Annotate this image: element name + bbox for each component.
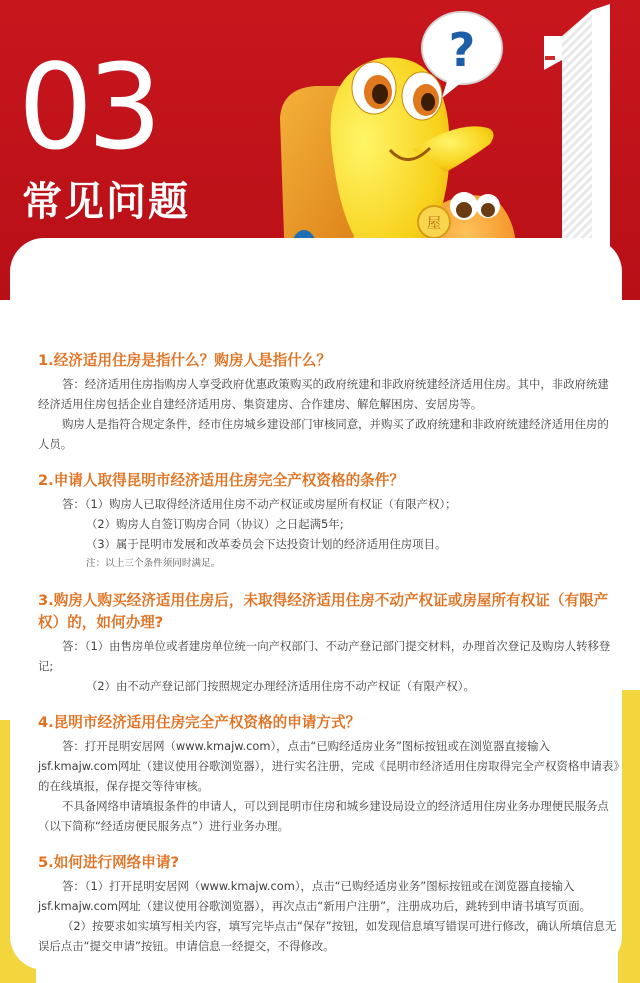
- page-title: 常见问题: [22, 179, 190, 225]
- section-number: 03: [18, 38, 157, 176]
- faq-answer-item: （2）购房人自签订购房合同（协议）之日起满5年;: [86, 517, 344, 531]
- faq-question: 2.申请人取得昆明市经济适用住房完全产权资格的条件？: [38, 472, 404, 489]
- faq-question: 3.购房人购买经济适用住房后，未取得经济适用住房不动产权证或房屋所有权证（有限产权）的，如何办理?: [38, 592, 609, 631]
- faq-answer: 答：经济适用住房指购房人享受政府优惠政策购买的政府统建和非政府统建经济适用住房。其中，非政府统建经济适用住房包括企业自建经济适用房、集资建房、合作建房、解危解困房、安居房等。: [38, 377, 609, 411]
- faq-answer: 答：（1）购房人已取得经济适用住房不动产权证或房屋所有权证（有限产权）；: [62, 497, 457, 511]
- faq-question: 1.经济适用住房是指什么？购房人是指什么？: [38, 352, 331, 369]
- faq-item-4: [38, 712, 620, 836]
- faq-note: 注：以上三个条件须同时满足。: [86, 558, 221, 569]
- faq-item-3: [38, 590, 620, 696]
- faq-answer: 答：打开昆明安居网（www.kmajw.com），点击“已购经适房业务”图标按钮或在浏览器直接输入jsf.kmajw.com网址（建议使用谷歌浏览器），进行实名注册，完成《昆明市经济适用住房取得完全产权资格申请表》的在线填报，保存提交等待审核。: [38, 739, 620, 793]
- faq-item-1: [38, 350, 620, 454]
- question-mark-icon: ?: [448, 23, 476, 77]
- faq-answer-item: （3）属于昆明市发展和改革委员会下达投资计划的经济适用住房项目。: [86, 537, 447, 551]
- faq-question: 5.如何进行网络申请?: [38, 854, 179, 871]
- faq-question: 4.昆明市经济适用住房完全产权资格的申请方式？: [38, 714, 361, 731]
- faq-item-2: [38, 470, 620, 574]
- faq-answer: 答：（1）由售房单位或者建房单位统一向产权部门、不动产登记部门提交材料，办理首次登记及购房人转移登记;: [38, 639, 611, 673]
- faq-item-5: [38, 852, 620, 956]
- badge-icon: 屋: [427, 216, 441, 232]
- faq-answer-item: （2）由不动产登记部门按照规定办理经济适用住房不动产权证（有限产权）。: [86, 679, 475, 693]
- faq-answer: 答：（1）打开昆明安居网（www.kmajw.com），点击“已购经适房业务”图标按钮或在浏览器直接输入jsf.kmajw.com网址（建议使用谷歌浏览器），再次点击“新用户注册”，注册成功后，跳转到申请书填写页面。: [38, 879, 592, 913]
- faq-answer: （2）按要求如实填写相关内容，填写完毕点击“保存”按钮，如发现信息填写错误可进行修改，确认所填信息无误后点击“提交申请”按钮。申请信息一经提交，不得修改。: [38, 919, 617, 953]
- faq-answer: 不具备网络申请填报条件的申请人，可以到昆明市住房和城乡建设局设立的经济适用住房业务办理便民服务点（以下简称“经适房便民服务点”）进行业务办理。: [38, 799, 609, 833]
- faq-answer: 购房人是指符合规定条件，经市住房城乡建设部门审核同意，并购买了政府统建和非政府统建经济适用住房的人员。: [38, 417, 609, 451]
- faq-content: [38, 350, 620, 972]
